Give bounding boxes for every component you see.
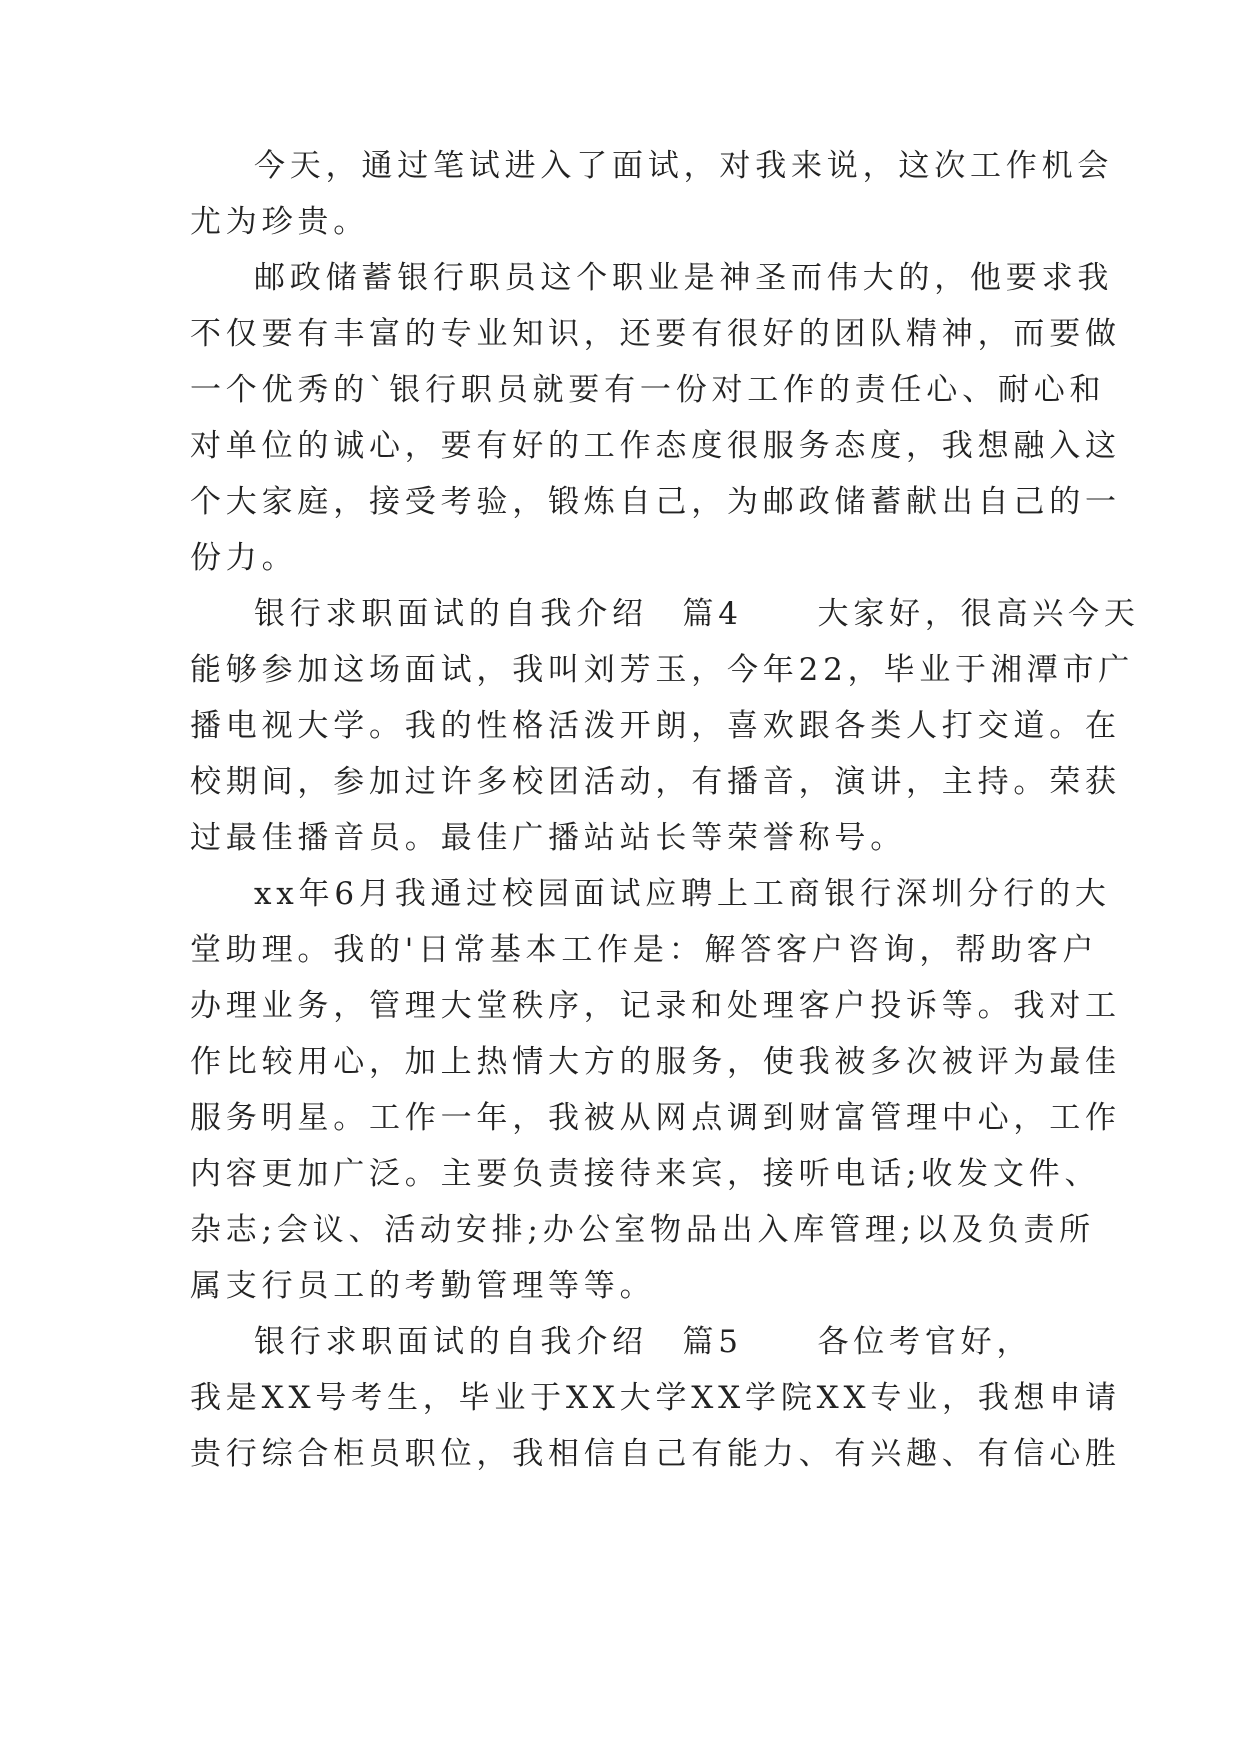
- text-line: 能够参加这场面试，我叫刘芳玉，今年22，毕业于湘潭市广: [190, 652, 1135, 688]
- text-line: 堂助理。我的'日常基本工作是：解答客户咨询，帮助客户: [190, 932, 1099, 968]
- section-label: 篇4: [682, 596, 743, 632]
- text-line: 属支行员工的考勤管理等等。: [190, 1268, 656, 1304]
- section-intro-text: 各位考官好，: [817, 1324, 1033, 1360]
- text-line: 校期间，参加过许多校团活动，有播音，演讲，主持。荣获: [190, 764, 1121, 800]
- text-line: 杂志;会议、活动安排;办公室物品出入库管理;以及负责所: [190, 1212, 1095, 1248]
- text-line: 对单位的诚心，要有好的工作态度很服务态度，我想融入这: [190, 428, 1121, 464]
- text-line: 播电视大学。我的性格活泼开朗，喜欢跟各类人打交道。在: [190, 708, 1121, 744]
- section-title: 银行求职面试的自我介绍: [254, 596, 648, 632]
- text-line: 贵行综合柜员职位，我相信自己有能力、有兴趣、有信心胜: [190, 1436, 1121, 1472]
- section-heading-4: [254, 594, 1140, 634]
- text-line: 过最佳播音员。最佳广播站站长等荣誉称号。: [190, 820, 906, 856]
- text-line: 不仅要有丰富的专业知识，还要有很好的团队精神，而要做: [190, 316, 1121, 352]
- text-line: 邮政储蓄银行职员这个职业是神圣而伟大的，他要求我: [254, 260, 1114, 296]
- text-line: 我是XX号考生，毕业于XX大学XX学院XX专业，我想申请: [190, 1380, 1121, 1416]
- section-intro-text: 大家好，很高兴今天: [817, 596, 1140, 632]
- text-line: 今天，通过笔试进入了面试，对我来说，这次工作机会: [254, 148, 1114, 184]
- section-label: 篇5: [682, 1324, 743, 1360]
- text-line: 办理业务，管理大堂秩序，记录和处理客户投诉等。我对工: [190, 988, 1121, 1024]
- text-line: xx年6月我通过校园面试应聘上工商银行深圳分行的大: [254, 876, 1111, 912]
- text-line: 个大家庭，接受考验，锻炼自己，为邮政储蓄献出自己的一: [190, 484, 1121, 520]
- section-heading-5: [254, 1322, 1032, 1362]
- section-title: 银行求职面试的自我介绍: [254, 1324, 648, 1360]
- text-line: 份力。: [190, 540, 298, 576]
- text-line: 作比较用心，加上热情大方的服务，使我被多次被评为最佳: [190, 1044, 1121, 1080]
- text-line: 内容更加广泛。主要负责接待来宾，接听电话;收发文件、: [190, 1156, 1101, 1192]
- text-line: 尤为珍贵。: [190, 204, 369, 240]
- text-line: 一个优秀的`银行职员就要有一份对工作的责任心、耐心和: [190, 372, 1106, 408]
- text-line: 服务明星。工作一年，我被从网点调到财富管理中心，工作: [190, 1100, 1121, 1136]
